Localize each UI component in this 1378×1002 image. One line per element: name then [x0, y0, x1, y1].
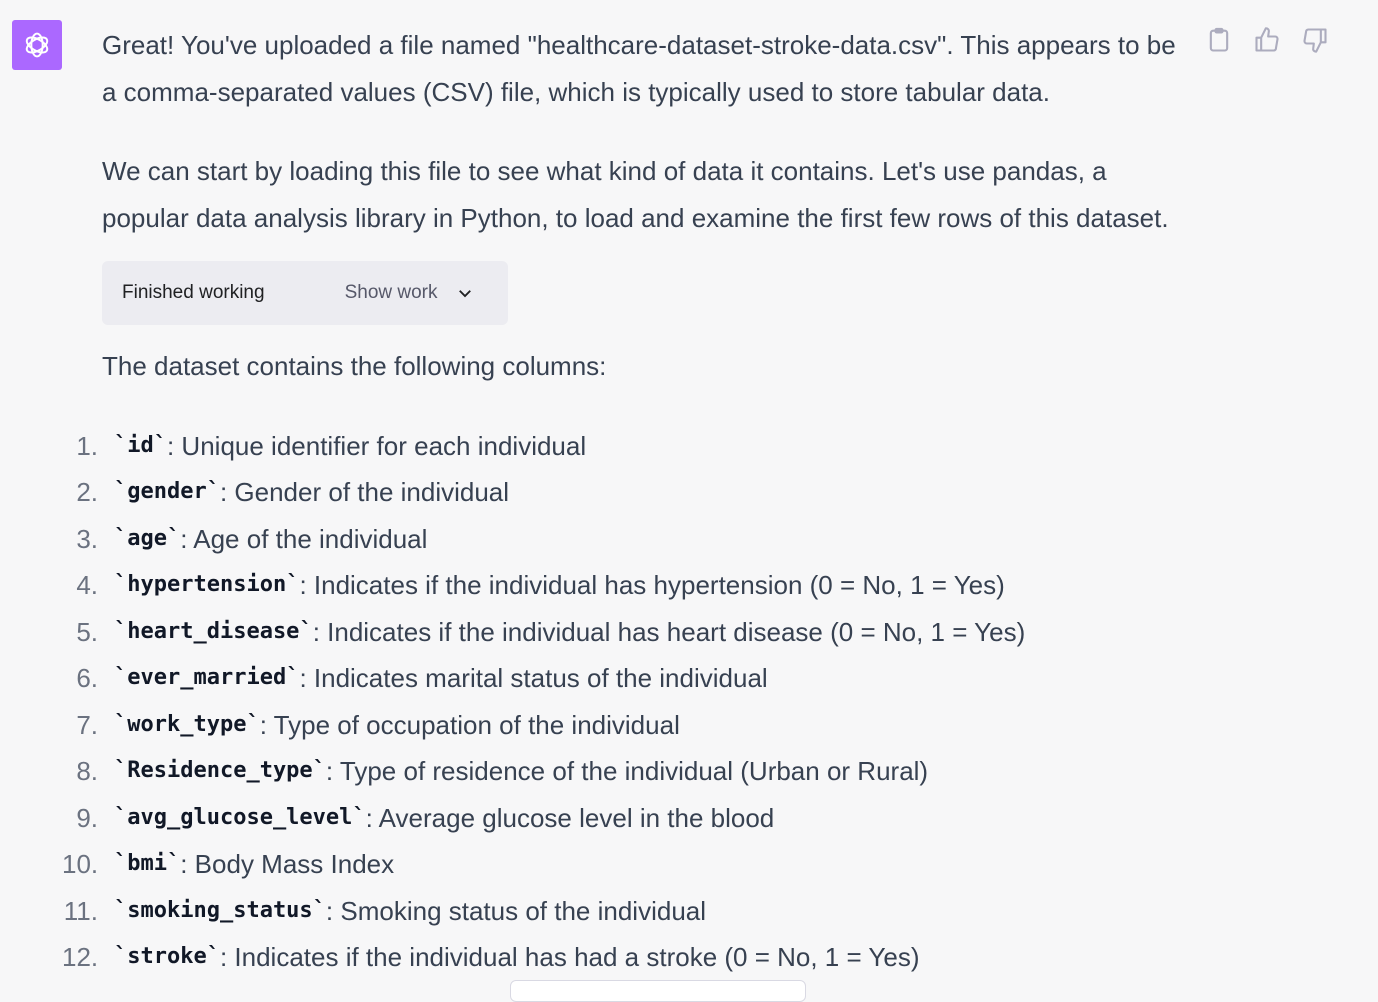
clipboard-icon — [1205, 26, 1233, 54]
list-number: 3. — [76, 523, 98, 554]
column-name: `id` — [114, 432, 167, 458]
thumbs-down-button[interactable] — [1301, 26, 1329, 54]
column-name: `gender` — [114, 479, 220, 504]
show-work-label: Show work — [344, 281, 438, 303]
column-name: `stroke` — [114, 944, 220, 969]
column-description: : Indicates if the individual has hypertension (0 = No, 1 = Yes) — [299, 570, 1005, 600]
column-description: : Indicates marital status of the individual — [299, 663, 768, 693]
column-name: `hypertension` — [114, 572, 300, 597]
list-item — [62, 934, 1192, 981]
column-description: : Gender of the individual — [219, 477, 510, 507]
list-item — [62, 516, 1192, 563]
column-name: `bmi` — [114, 851, 181, 876]
chevron-down-icon — [456, 284, 474, 302]
thumbs-up-icon — [1253, 26, 1281, 54]
column-description: : Body Mass Index — [180, 849, 395, 879]
list-item — [62, 795, 1192, 842]
list-item — [62, 562, 1192, 609]
copy-button[interactable] — [1205, 26, 1233, 54]
list-number: 1. — [76, 430, 98, 461]
list-number: 4. — [76, 570, 98, 600]
column-description: : Type of occupation of the individual — [259, 709, 680, 740]
column-name: `avg_glucose_level` — [114, 804, 366, 830]
openai-logo-icon — [20, 28, 54, 62]
list-number: 9. — [76, 802, 98, 833]
list-number: 2. — [76, 477, 98, 507]
message-paragraph: We can start by loading this file to see what kind of data it contains. Let's use pandas, a popular data analysis library in Python, to load and examine the first few rows of this dataset. — [102, 156, 1169, 233]
column-description: : Smoking status of the individual — [325, 895, 707, 926]
work-panel — [102, 261, 508, 325]
thumbs-up-button[interactable] — [1253, 26, 1281, 54]
list-item — [62, 469, 1192, 516]
regenerate-button[interactable] — [510, 980, 806, 1002]
column-description: : Average glucose level in the blood — [365, 802, 775, 833]
assistant-message — [62, 22, 1192, 981]
column-description: : Unique identifier for each individual — [166, 430, 587, 461]
list-item — [62, 702, 1192, 749]
list-number: 8. — [76, 756, 98, 786]
list-number: 5. — [76, 616, 98, 647]
list-number: 10. — [62, 849, 99, 879]
list-item — [62, 609, 1192, 656]
list-number: 12. — [62, 942, 99, 972]
column-description: : Age of the individual — [180, 523, 428, 554]
list-item — [62, 423, 1192, 470]
list-number: 6. — [76, 663, 98, 693]
column-description: : Indicates if the individual has heart disease (0 = No, 1 = Yes) — [312, 616, 1026, 647]
column-name: `Residence_type` — [114, 758, 326, 783]
column-name: `age` — [114, 525, 181, 551]
column-name: `ever_married` — [114, 665, 300, 690]
columns-intro: The dataset contains the following columns: — [102, 351, 607, 381]
column-description: : Type of residence of the individual (Urban or Rural) — [325, 756, 929, 786]
columns-list — [62, 423, 1192, 981]
assistant-avatar — [12, 20, 62, 70]
column-description: : Indicates if the individual has had a stroke (0 = No, 1 = Yes) — [219, 942, 920, 972]
show-work-button[interactable] — [345, 270, 474, 317]
list-number: 7. — [76, 709, 98, 740]
list-item — [62, 748, 1192, 795]
column-name: `smoking_status` — [114, 897, 326, 923]
column-name: `work_type` — [114, 711, 260, 737]
list-item — [62, 841, 1192, 888]
message-paragraph: Great! You've uploaded a file named "healthcare-dataset-stroke-data.csv". This appears to be a comma-separated values (CSV) file, which is typically used to store tabular data. — [102, 30, 1176, 107]
column-name: `heart_disease` — [114, 618, 313, 644]
thumbs-down-icon — [1301, 26, 1329, 54]
work-status: Finished working — [122, 281, 265, 303]
list-item — [62, 655, 1192, 702]
message-actions — [1205, 26, 1329, 54]
list-item — [62, 888, 1192, 935]
list-number: 11. — [63, 895, 98, 926]
